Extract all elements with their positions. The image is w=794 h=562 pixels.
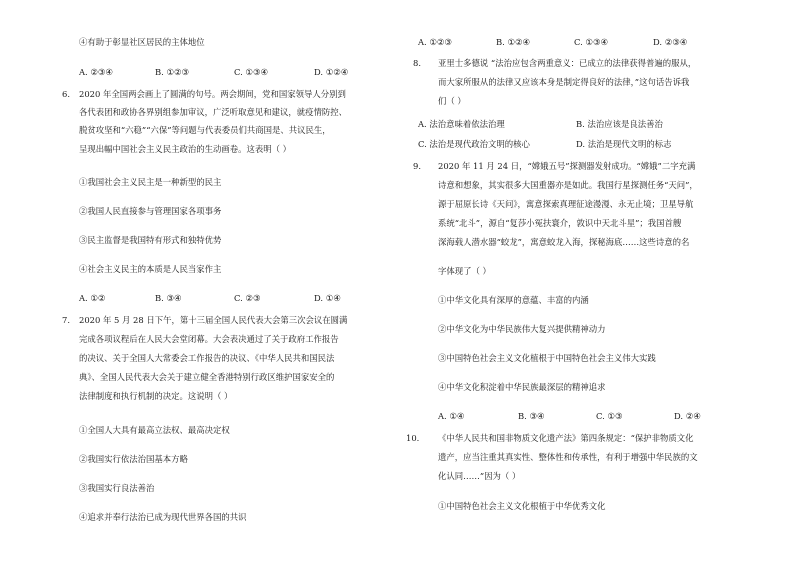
q10-item-1: ①中国特色社会主义文化根植于中华优秀文化 [438, 501, 606, 511]
q7-line-4: 典》、全国人民代表大会关于建立健全香港特别行政区维护国家安全的 [79, 372, 335, 382]
q5-options [79, 66, 377, 78]
q5-option-c[interactable]: C. ①③④ [234, 67, 268, 77]
q9-item-2: ②中华文化为中华民族伟大复兴提供精神动力 [438, 324, 606, 334]
q7-options [418, 36, 733, 48]
q6-option-a[interactable]: A. ①② [79, 293, 106, 303]
q9-line-3: 源于屈原长诗《天问》，寓意探索真理征途漫漫、永无止境；卫星导航 [438, 199, 694, 209]
q7-number: 7. [62, 315, 70, 325]
q9-options [438, 410, 733, 422]
q9-item-1: ①中华文化具有深厚的意蕴、丰富的内涵 [438, 295, 589, 305]
q10-line-2: 遗产，应当注重其真实性、整体性和传承性，有利于增强中华民族的文 [438, 452, 698, 462]
q8-option-b[interactable]: B. 法治应该是良法善治 [576, 119, 663, 129]
q9-line-2: 诗意和想象，其实很多大国重器亦是如此。我国行星探测任务“天问”， [438, 180, 698, 190]
q7-item-1: ①全国人大具有最高立法权、最高决定权 [79, 425, 230, 435]
q8-line-3: 们（ ） [438, 96, 466, 106]
q9-number: 9. [413, 161, 421, 171]
q8-option-a[interactable]: A. 法治意味着依法治理 [418, 119, 505, 129]
q9-option-d[interactable]: D. ②④ [674, 411, 701, 421]
q7-option-d[interactable]: D. ②③④ [653, 37, 688, 47]
q9-line-4: 系统“北斗”，源自“复莎小冤扶寰介，敦识中天北斗星”；我国首艘 [438, 218, 682, 228]
q7-item-2: ②我国实行依法治国基本方略 [79, 454, 188, 464]
q8-line-1: 亚里士多德说 “法治应包含两重意义：已成立的法律获得普遍的服从， [438, 58, 697, 68]
q5-option-b[interactable]: B. ①②③ [155, 67, 190, 77]
q8-number: 8. [413, 58, 421, 68]
q6-item-1: ①我国社会主义民主是一种新型的民主 [79, 177, 222, 187]
q6-option-c[interactable]: C. ②③ [234, 293, 261, 303]
q6-number: 6. [62, 89, 70, 99]
q8-line-2: 而大家所服从的法律又应该本身是制定得良好的法律，”这句话告诉我 [438, 77, 690, 87]
q6-item-4: ④社会主义民主的本质是人民当家作主 [79, 264, 222, 274]
q6-item-2: ②我国人民直接参与管理国家各项事务 [79, 206, 222, 216]
q6-line-2: 各代表团和政协各界别组参加审议，广泛听取意见和建议，就疫情防控、 [79, 107, 347, 117]
q7-line-1: 2020 年 5 月 28 日下午，第十三届全国人民代表大会第三次会议在圆满 [79, 315, 348, 325]
q8-options-row-1 [418, 118, 733, 130]
q6-item-3: ③民主监督是我国特有形式和独特优势 [79, 235, 222, 245]
q9-option-c[interactable]: C. ①③ [596, 411, 623, 421]
q7-line-3: 的决议、关于全国人大常委会工作报告的决议、《中华人民共和国民法 [79, 353, 335, 363]
q10-number: 10. [406, 433, 420, 443]
q6-line-1: 2020 年全国两会画上了圆满的句号。两会期间，党和国家领导人分别到 [79, 89, 346, 99]
q8-option-c[interactable]: C. 法治是现代政治文明的核心 [418, 139, 530, 149]
q5-item-4: ④有助于彰显社区居民的主体地位 [79, 37, 205, 47]
q10-line-1: 《中华人民共和国非物质文化遗产法》第四条规定：“保护非物质文化 [438, 433, 694, 443]
q8-option-d[interactable]: D. 法治是现代文明的标志 [576, 139, 672, 149]
q6-line-4: 呈现出幅中国社会主义民主政治的生动画卷。这表明（ ） [79, 144, 292, 154]
q7-item-4: ④追求并奉行法治已成为现代世界各国的共识 [79, 512, 247, 522]
q8-options-row-2 [418, 138, 733, 150]
q6-option-d[interactable]: D. ①④ [314, 293, 341, 303]
q9-line-6: 字体现了（ ） [438, 266, 491, 276]
q10-line-3: 化认同……”因为（ ） [438, 471, 521, 481]
q6-options [79, 292, 377, 304]
q7-line-5: 法律制度和执行机制的决定。这说明（ ） [79, 391, 233, 401]
q7-option-c[interactable]: C. ①③④ [574, 37, 608, 47]
q7-item-3: ③我国实行良法善治 [79, 483, 155, 493]
q6-option-b[interactable]: B. ③④ [155, 293, 182, 303]
q9-line-5: 深海载人潜水器“蛟龙”，寓意蛟龙入海，探秘海底……这些诗意的名 [438, 237, 690, 247]
q5-option-a[interactable]: A. ②③④ [79, 67, 113, 77]
q9-option-b[interactable]: B. ③④ [518, 411, 545, 421]
q7-option-b[interactable]: B. ①②④ [496, 37, 531, 47]
q7-option-a[interactable]: A. ①②③ [418, 37, 452, 47]
q9-item-3: ③中国特色社会主义文化植根于中国特色社会主义伟大实践 [438, 353, 656, 363]
q6-line-3: 脱贫攻坚和“六稳”“六保”等问题与代表委员们共商国是、共议民生， [79, 125, 331, 135]
q9-item-4: ④中华文化积淀着中华民族最深层的精神追求 [438, 382, 606, 392]
q9-option-a[interactable]: A. ①④ [438, 411, 465, 421]
q9-line-1: 2020 年 11 月 24 日，“嫦娥五号”探测器发射成功。“嫦娥”二字充满 [438, 161, 696, 171]
q5-option-d[interactable]: D. ①②④ [314, 67, 349, 77]
q7-line-2: 完成各项议程后在人民大会堂闭幕。大会表决通过了关于政府工作报告 [79, 334, 339, 344]
